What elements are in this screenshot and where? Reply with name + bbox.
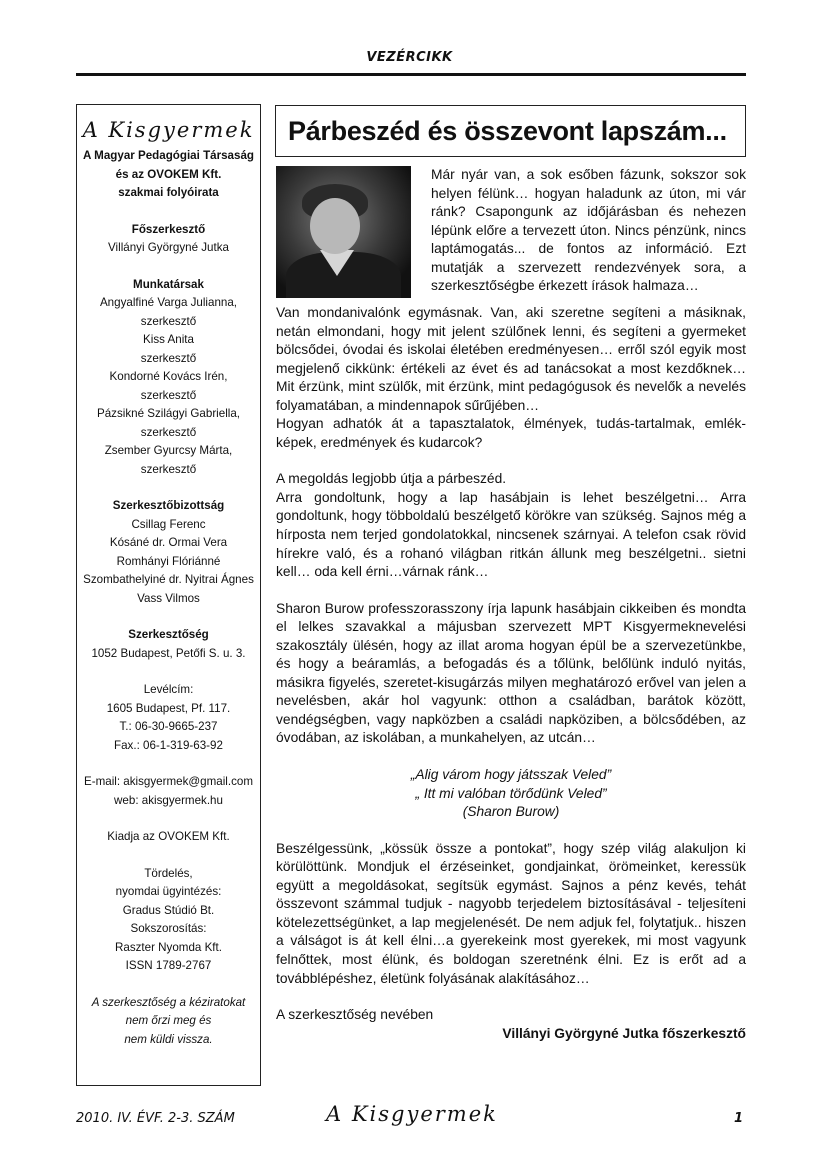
disclaimer-line: nem őrzi meg és bbox=[125, 1014, 212, 1027]
staff-line: szerkesztő bbox=[140, 462, 197, 476]
publisher-line: A Magyar Pedagógiai Társaság bbox=[83, 149, 254, 162]
board-member: Romhányi Flóriánné bbox=[116, 554, 221, 568]
body-paragraph: Van mondanivalónk egymásnak. Van, aki szeretne segíteni a másiknak, netán elmondani, hogy mit jelent szülőnek lenni, és segíteni a gyermeket bölcsődei, óvodai és iskolai életében eredményesen… erről szól egyik most megjelenő cikkünk: értékeli az évet és ad tanácsokat a most kezdőknek… Mit érzünk, mint szülők, mit érzünk, mint pedagógusok és nevelők a nevelés folyamatában, a mindennapok sűrűjében… bbox=[276, 305, 746, 413]
board-heading: Szerkesztőbizottság bbox=[112, 499, 225, 512]
staff-line: szerkesztő bbox=[140, 425, 197, 439]
page-number: 1 bbox=[734, 1111, 744, 1126]
production-line: Gradus Stúdió Bt. bbox=[122, 903, 215, 917]
staff-line: Pázsikné Szilágyi Gabriella, bbox=[96, 407, 241, 420]
article-title: Párbeszéd és összevont lapszám... bbox=[275, 105, 746, 157]
staff-line: szerkesztő bbox=[140, 314, 197, 328]
staff-line: szerkesztő bbox=[140, 351, 197, 365]
publisher-line: és az OVOKEM Kft. bbox=[115, 167, 222, 181]
quote-line: „Alig várom hogy játsszak Veled” bbox=[410, 767, 612, 783]
disclaimer-line: nem küldi vissza. bbox=[124, 1032, 213, 1046]
author-photo bbox=[276, 166, 411, 298]
staff-line: szerkesztő bbox=[140, 388, 197, 402]
staff-heading: Munkatársak bbox=[133, 277, 204, 291]
staff-line: Kondorné Kovács Irén, bbox=[109, 370, 228, 383]
production-line: Sokszorosítás: bbox=[130, 922, 207, 935]
body-paragraph: Beszélgessünk, „kössük össze a pontokat”, hogy szép világ alakuljon ki körülöttünk. Mondjuk el érzéseinket, gondjainkat, örömeinket, keressük együtt a megoldásokat, segítsük egymást. Sajnos a pénz kevés, tehát összevont számmal tudjuk - nagyobb terjedelem biztosításával - teljesíteni kötelezettségünket, a lap megjelenését. De nem adjuk fel, folytatjuk.. hiszen a válságot is át kell élni…a gyerekeink most gyerekek, mi most vagyunk felnőttek, most élünk, és boldogan szeretnénk élni. Ez is erőt ad a továbblépéshez, életünk folyásának alakításához… bbox=[276, 840, 746, 986]
issn-line: ISSN 1789-2767 bbox=[125, 959, 212, 972]
editor-heading: Főszerkesztő bbox=[131, 222, 206, 236]
office-address: 1052 Budapest, Petőfi S. u. 3. bbox=[91, 646, 246, 660]
board-member: Csillag Ferenc bbox=[131, 517, 206, 531]
masthead-box bbox=[76, 104, 261, 1086]
publisher-line: szakmai folyóirata bbox=[118, 186, 219, 199]
board-member: Kósáné dr. Ormai Vera bbox=[109, 536, 228, 549]
email-line: E-mail: akisgyermek@gmail.com bbox=[84, 775, 253, 788]
publisher-credit: Kiadja az OVOKEM Kft. bbox=[107, 830, 230, 843]
editor-name: Villányi Györgyné Jutka bbox=[108, 241, 229, 254]
body-paragraph: Arra gondoltunk, hogy a lap hasábjain is lehet beszélgetni… Arra gondoltunk, hogy többoldalú beszélgető körökre van szükség. Sajnos még a hírposta nem terjed gondolatokkal, nincsenek szárnyai. A telefon csak rövid hírekre való, és a rohanó világban ritkán állunk meg beszélgetni.. sietni kell… oda kell érni…várnak ránk… bbox=[276, 489, 746, 580]
intro-paragraph: Már nyár van, a sok esőben fázunk, sokszor sok helyen félünk… hogyan haladunk az úton, mi vár ránk? Csapongunk az időjárásban és nehezen lépünk előre a tervezett úton. Nincs pénzünk, nincs laptámogatás... de fontos az információ. Ezt mutatják a szervezett rendezvények sora, a szerkesztőségbe érkezett írások halmaza… bbox=[431, 167, 746, 294]
disclaimer-line: A szerkesztőség a kéziratokat bbox=[91, 995, 246, 1009]
production-line: Tördelés, bbox=[144, 866, 193, 880]
body-paragraph: Hogyan adhatók át a tapasztalatok, élmények, tudás-tartalmak, emlék-képek, eredmények és kudarcok? bbox=[276, 416, 746, 450]
quote-attribution: (Sharon Burow) bbox=[462, 804, 560, 820]
issue-label: 2010. IV. ÉVF. 2-3. SZÁM bbox=[76, 1111, 235, 1126]
article-body bbox=[276, 304, 746, 1043]
footer-logo: A Kisgyermek bbox=[326, 1102, 498, 1126]
phone-line: T.: 06-30-9665-237 bbox=[119, 720, 218, 733]
closing-line: A szerkesztőség nevében bbox=[276, 1007, 434, 1023]
board-member: Vass Vilmos bbox=[137, 591, 200, 605]
staff-line: Zsember Gyurcsy Márta, bbox=[104, 444, 233, 457]
header-rule bbox=[76, 73, 746, 76]
office-heading: Szerkesztőség bbox=[128, 628, 209, 641]
fax-line: Fax.: 06-1-319-63-92 bbox=[114, 738, 223, 752]
quote-line: „ Itt mi valóban törődünk Veled” bbox=[415, 785, 607, 801]
signature: Villányi Györgyné Jutka főszerkesztő bbox=[502, 1025, 746, 1041]
masthead-logo: A Kisgyermek bbox=[82, 118, 255, 142]
staff-line: Angyalfiné Varga Julianna, bbox=[99, 296, 238, 309]
mail-line: 1605 Budapest, Pf. 117. bbox=[106, 701, 231, 715]
production-line: Raszter Nyomda Kft. bbox=[115, 940, 222, 954]
production-line: nyomdai ügyintézés: bbox=[115, 885, 222, 898]
mail-line: Levélcím: bbox=[143, 683, 194, 696]
board-member: Szombathelyiné dr. Nyitrai Ágnes bbox=[83, 573, 254, 586]
body-paragraph: Sharon Burow professzorasszony írja lapunk hasábjain cikkeiben és mondta el lelkes szavakkal a májusban szervezett MPT Kisgyermeknevelési szakosztály ülésén, hogy az illat aroma hogyan épül be a szervezetünkbe, és hogy a beáramlás, a befogadás és a tőlünk, belőlünk induló nyitás, másikra figyelés, szeretet-kisugárzás milyen meghatározó erővel van jelen a nevelésben, akár hol vagyunk: otthon a családban, barátok között, vendégségben, vagy napközben a családi napköziben, a bölcsődében, az óvodában, az iskolában, a munkahelyen, az utcán… bbox=[276, 600, 746, 746]
web-line: web: akisgyermek.hu bbox=[114, 793, 223, 807]
body-paragraph: A megoldás legjobb útja a párbeszéd. bbox=[276, 471, 507, 487]
section-label: VEZÉRCIKK bbox=[366, 50, 453, 65]
staff-line: Kiss Anita bbox=[143, 333, 194, 346]
